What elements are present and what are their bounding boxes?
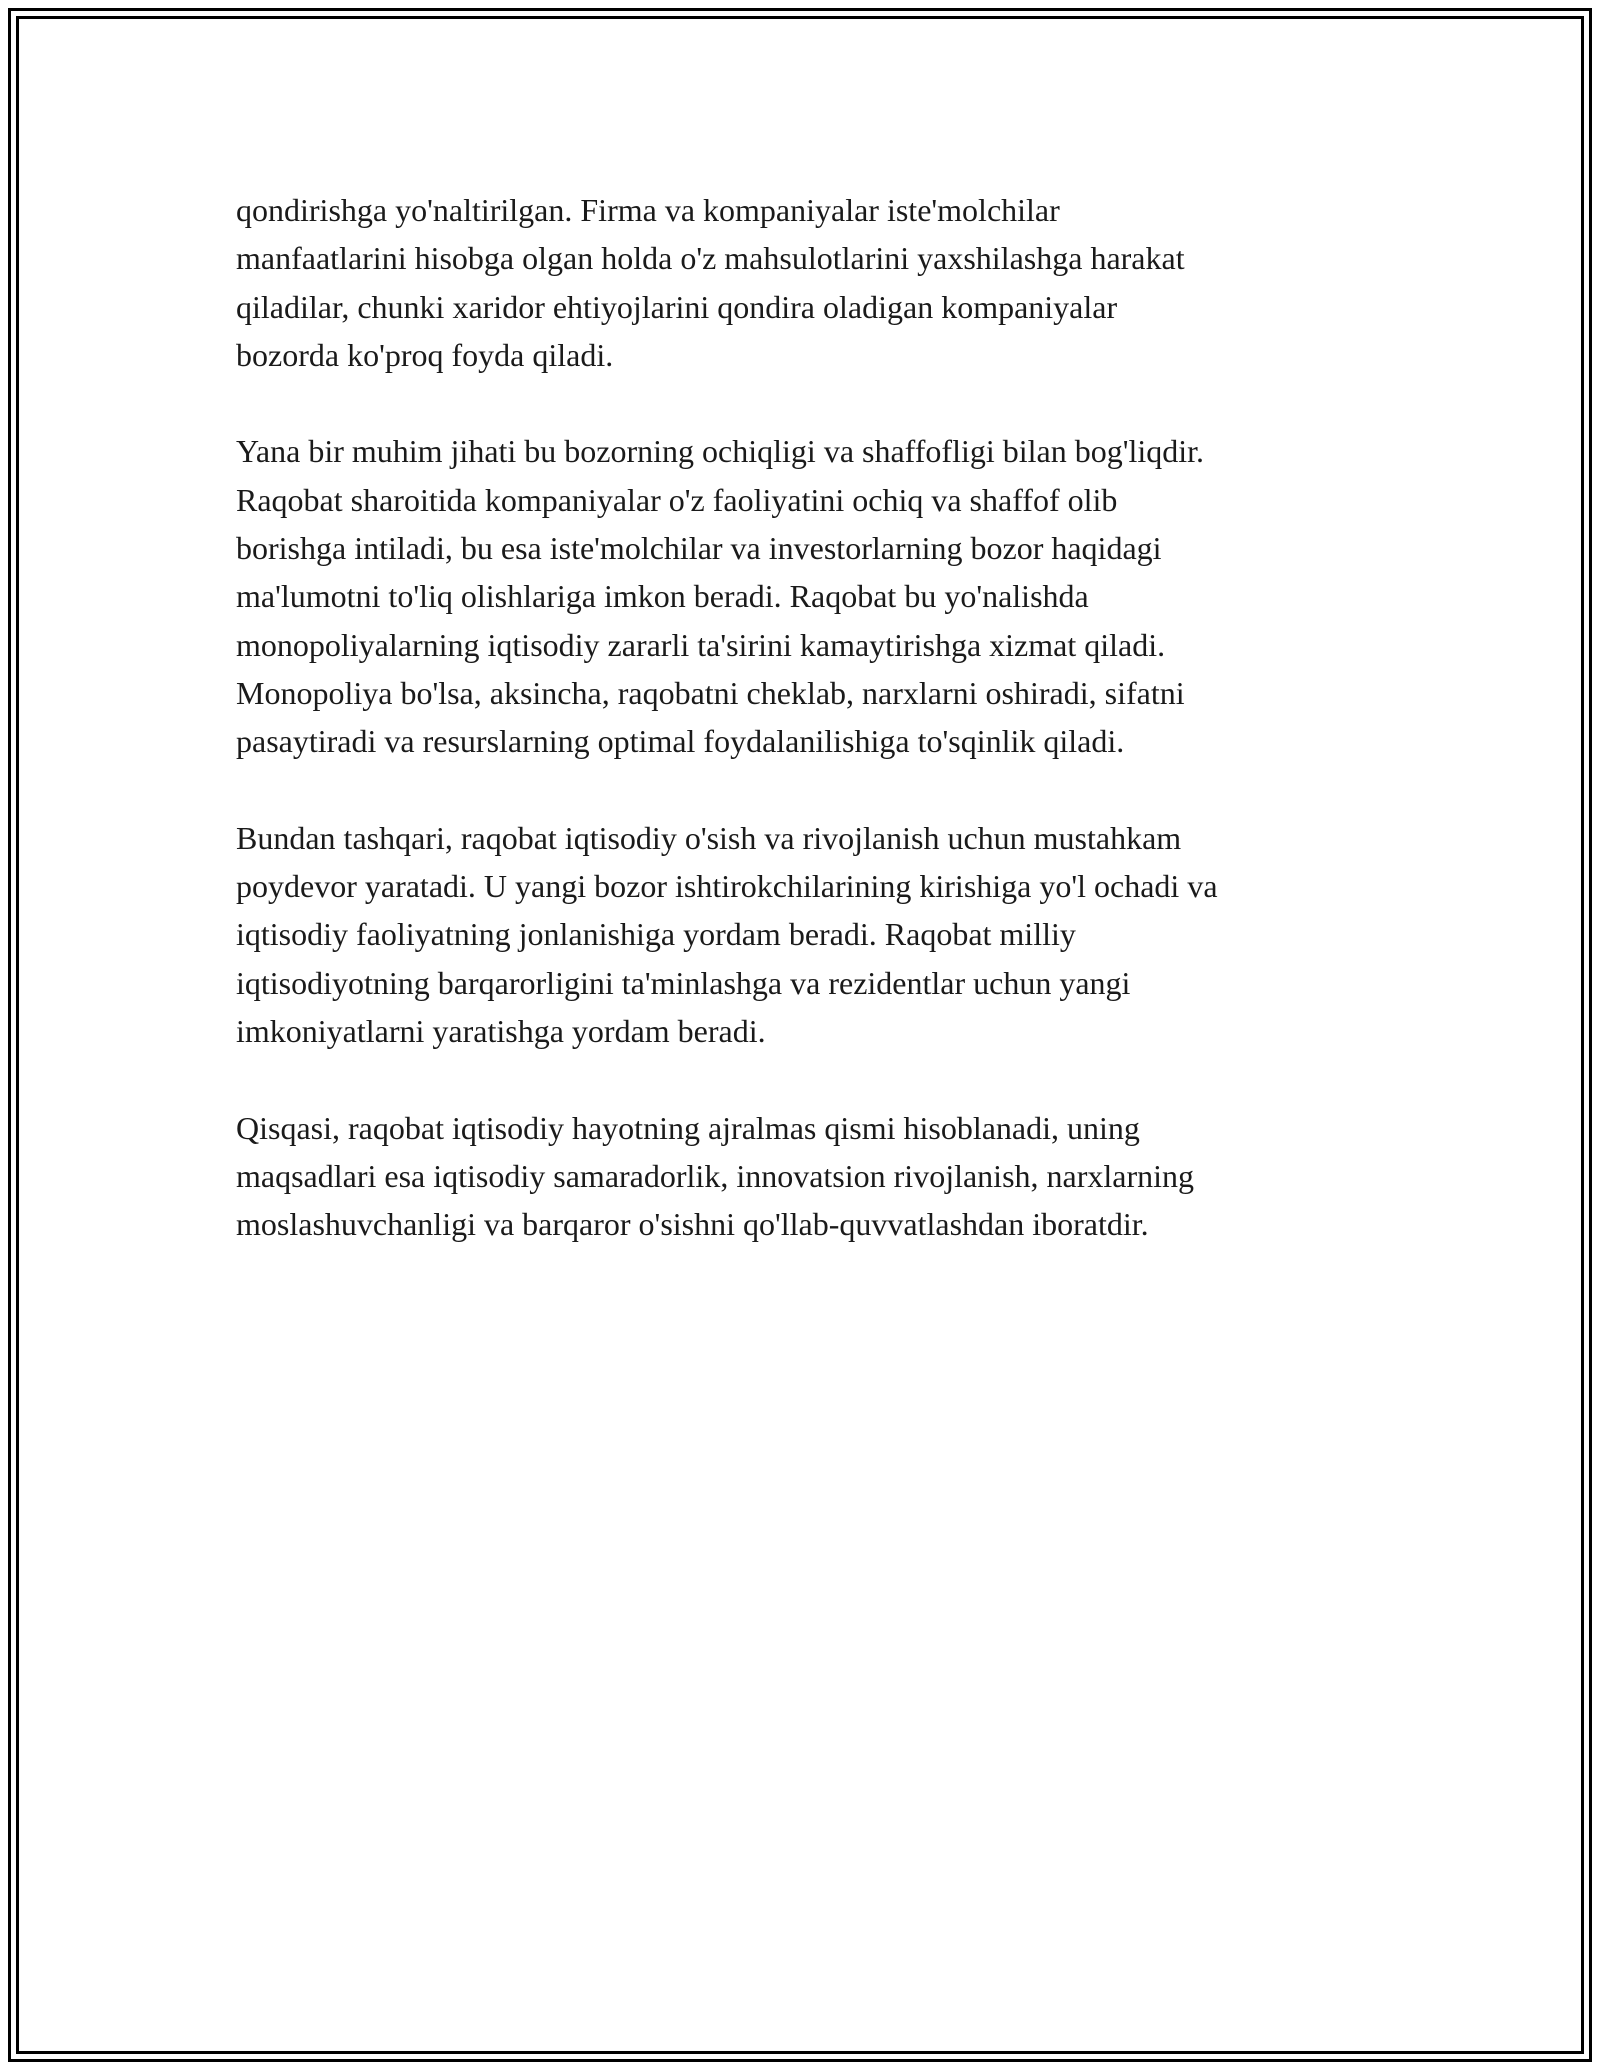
paragraph-1: qondirishga yo'naltirilgan. Firma va kompaniyalar iste'molchilar manfaatlarini hisobga olgan holda o'z mahsulotlarini yaxshilashga harakat qiladilar, chunki xaridor ehtiyojlarini qondira oladigan kompaniyalar bozorda ko'proq foyda qiladi. [236,192,1185,373]
paragraph-3: Bundan tashqari, raqobat iqtisodiy o'sish va rivojlanish uchun mustahkam poydevor yaratadi. U yangi bozor ishtirokchilarining kirishiga yo'l ochadi va iqtisodiy faoliyatning jonlanishiga yordam beradi. Raqobat milliy iqtisodiyotning barqarorligini ta'minlashga va rezidentlar uchun yangi imkoniyatlarni yaratishga yordam beradi. [236,819,1218,1050]
paragraph-4: Qisqasi, raqobat iqtisodiy hayotning ajralmas qismi hisoblanadi, uning maqsadlari esa iqtisodiy samaradorlik, innovatsion rivojlanish, narxlarning moslashuvchanligi va barqaror o'sishni qo'llab-quvvatlashdan iboratdir. [236,1109,1195,1243]
paragraph-2: Yana bir muhim jihati bu bozorning ochiqligi va shaffofligi bilan bog'liqdir. Raqobat sharoitida kompaniyalar o'z faoliyatini ochiq va shaffof olib borishga intiladi, bu esa iste'molchilar va investorlarning bozor haqidagi ma'lumotni to'liq olishlariga imkon beradi. Raqobat bu yo'nalishda monopoliyalarning iqtisodiy zararli ta'sirini kamaytirishga xizmat qiladi. Monopoliya bo'lsa, aksincha, raqobatni cheklab, narxlarni oshiradi, sifatni pasaytiradi va resurslarning optimal foydalanilishiga to'sqinlik qiladi. [236,433,1205,760]
document-body [236,186,1376,1297]
